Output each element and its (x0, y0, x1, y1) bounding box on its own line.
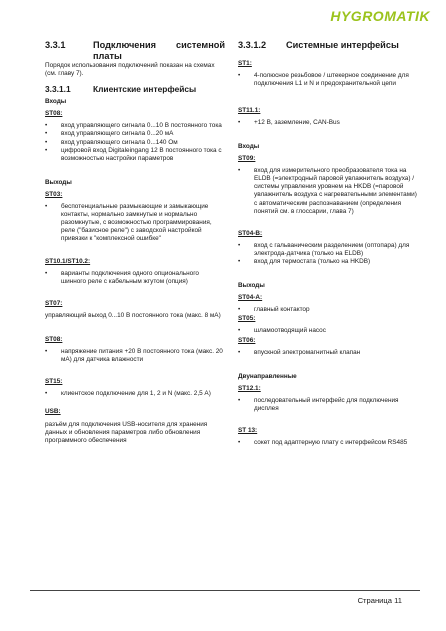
left-column (45, 40, 225, 451)
subsection-number: 3.3.1.1 (45, 84, 71, 95)
connector-st04a: ST04-A: (238, 294, 263, 302)
connector-st12: ST12.1: (238, 384, 261, 392)
page-number: Страница 11 (357, 596, 402, 605)
connector-st15: ST15: (45, 378, 63, 386)
hygromatik-logo (330, 8, 430, 24)
inputs-label: Входы (238, 142, 260, 150)
list-item: • шламоотводящий насос (238, 327, 326, 335)
subsection-number: 3.3.1.2 (238, 40, 267, 50)
list-item: • последовательный интерфейс для подключения дисплея (238, 396, 399, 413)
connector-st13: ST 13: (238, 427, 258, 435)
connector-st09: ST09: (238, 155, 256, 163)
footer-divider (30, 590, 420, 591)
list-item: • вход с гальваническим разделением (оптопара) для электрода-датчика (только на ELDB) (238, 241, 410, 257)
list-item: • вход для измерительного преобразователя тока на ELDB (=электродный паровой увлажнитель воздуха) / системы управления уровнем на HKDB (=паровой увлажнитель воздуха с нагревательными элементами) с автоматическим распознаванием (определения понятий см. в глоссарии, глава 7) (238, 167, 417, 215)
bidirectional-label: Двунаправленные (238, 372, 297, 380)
list-item: • 4-полюсное резьбовое / штекерное соединение для подключения L1 и N и предохранительной цепи (238, 71, 409, 87)
outputs-label: Выходы (45, 178, 72, 186)
list-item: • варианты подключения одного опционального шинного реле с кабельным жгутом (опция) (45, 269, 199, 285)
list-item: • вход управляющего сигнала 0...140 Ом (45, 138, 178, 146)
connector-st11: ST11.1: (238, 106, 261, 114)
connector-st10: ST10.1/ST10.2: (45, 257, 91, 265)
connector-st07: ST07: (45, 299, 63, 307)
section-heading (45, 40, 225, 61)
logo-part-2: MATIK (384, 8, 430, 24)
connector-st1: ST1: (238, 59, 252, 67)
list-item: • цифровой вход Digitaleingang 12 В постоянного тока с возможностью настройки параметров (45, 146, 222, 162)
intro-paragraph: Порядок использования подключений показан на схемах (см. главу 7). (45, 62, 215, 78)
list-item: • напряжение питания +20 В постоянного тока (макс. 20 мА) для датчика влажности (45, 348, 223, 364)
connector-st08-output: ST08: (45, 335, 63, 343)
connector-st03: ST03: (45, 190, 63, 198)
st07-text: управляющий выход 0...10 В постоянного тока (макс. 8 мА) (45, 311, 221, 319)
outputs-label: Выходы (238, 282, 265, 290)
list-item: • +12 В, заземление, CAN-Bus (238, 118, 340, 126)
list-item: • клиентское подключение для 1, 2 и N (макс. 2,5 А) (45, 390, 211, 398)
subsection-title: Системные интерфейсы (286, 40, 399, 50)
section-title: Подключения системной платы (93, 40, 225, 61)
subsection-heading-client (45, 84, 225, 94)
connector-st04b: ST04-B: (238, 229, 263, 237)
list-item: • сокет под адаптерную плату с интерфейсом RS485 (238, 439, 408, 447)
connector-st06: ST06: (238, 336, 256, 344)
right-column (238, 40, 418, 447)
usb-text: разъём для подключения USB-носителя для хранения данных и обновления параметров либо обновления программного обеспечения (45, 420, 208, 444)
section-number: 3.3.1 (45, 40, 66, 50)
connector-st08: ST08: (45, 110, 63, 118)
page-header (0, 0, 446, 30)
list-item: • главный контактор (238, 306, 310, 314)
subsection-title: Клиентские интерфейсы (93, 84, 197, 95)
list-item: • беспотенциальные размыкающие и замыкающие контакты, нормально замкнутые и нормально разомкнутые, с возможностью программирования, реле ("базисное реле") с заводской настройкой привязки к "комплексной ошибке" (45, 203, 212, 243)
subsection-heading-system (238, 40, 418, 51)
inputs-label: Входы (45, 98, 67, 106)
list-item: • вход управляющего сигнала 0...20 мА (45, 130, 174, 138)
connector-usb: USB: (45, 408, 61, 416)
list-item: • вход для термостата (только на HKDB) (238, 258, 371, 265)
connector-st05: ST05: (238, 315, 256, 323)
list-item: • впускной электромагнитный клапан (238, 348, 361, 356)
logo-part-1: HYGRO (330, 8, 385, 24)
list-item: • вход управляющего сигнала 0...10 В постоянного тока (45, 122, 222, 130)
